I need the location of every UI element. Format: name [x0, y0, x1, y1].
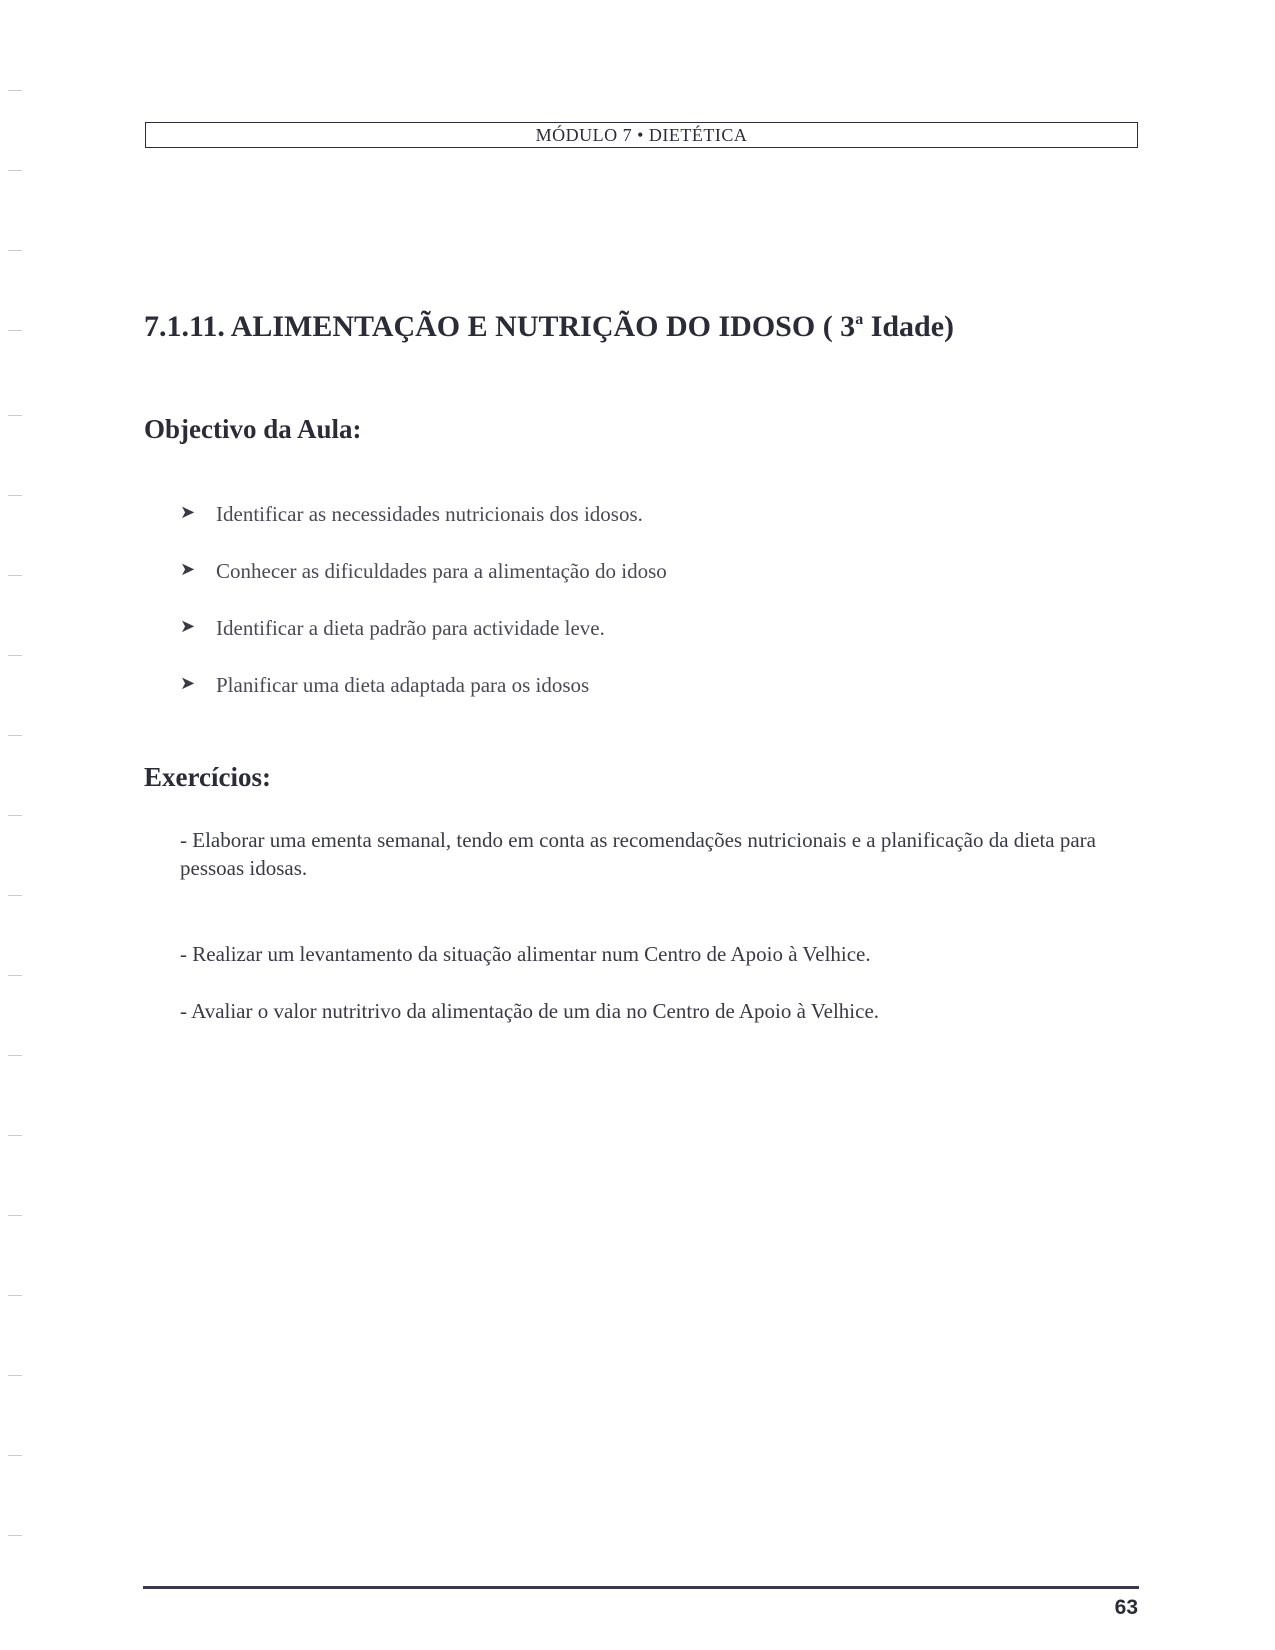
objective-text: Identificar as necessidades nutricionais dos idosos. — [216, 502, 643, 526]
objective-item — [180, 673, 667, 730]
section-title-end: Idade) — [863, 310, 955, 343]
module-title: MÓDULO 7 • DIETÉTICA — [535, 125, 748, 145]
objectives-heading: Objectivo da Aula: — [144, 414, 362, 444]
objective-item — [180, 616, 667, 673]
objective-item — [180, 559, 667, 616]
exercise-item: - Avaliar o valor nutritrivo da alimentação de um dia no Centro de Apoio à Velhice. — [180, 999, 880, 1023]
objective-item — [180, 502, 667, 559]
footer-rule — [143, 1586, 1139, 1589]
objective-text: Planificar uma dieta adaptada para os idosos — [216, 673, 590, 697]
binding-margin-marks — [8, 0, 24, 1650]
objective-text: Conhecer as dificuldades para a alimentação do idoso — [216, 559, 667, 583]
arrowhead-bullet-icon: ➤ — [180, 616, 196, 636]
exercise-item: - Realizar um levantamento da situação alimentar num Centro de Apoio à Velhice. — [180, 942, 871, 966]
arrowhead-bullet-icon: ➤ — [180, 502, 196, 522]
arrowhead-bullet-icon: ➤ — [180, 673, 196, 693]
exercises-heading: Exercícios: — [144, 762, 271, 792]
section-title-superscript: a — [855, 311, 864, 328]
objective-text: Identificar a dieta padrão para actividade leve. — [216, 616, 605, 640]
section-title — [144, 310, 954, 344]
exercise-item: - Elaborar uma ementa semanal, tendo em conta as recomendações nutricionais e a planificação da dieta para pessoas idosas. — [180, 828, 1096, 880]
objectives-list — [180, 502, 667, 730]
module-header — [145, 122, 1138, 148]
arrowhead-bullet-icon: ➤ — [180, 559, 196, 579]
section-title-main: 7.1.11. ALIMENTAÇÃO E NUTRIÇÃO DO IDOSO ( 3 — [144, 310, 856, 343]
page-number: 63 — [1114, 1596, 1138, 1619]
